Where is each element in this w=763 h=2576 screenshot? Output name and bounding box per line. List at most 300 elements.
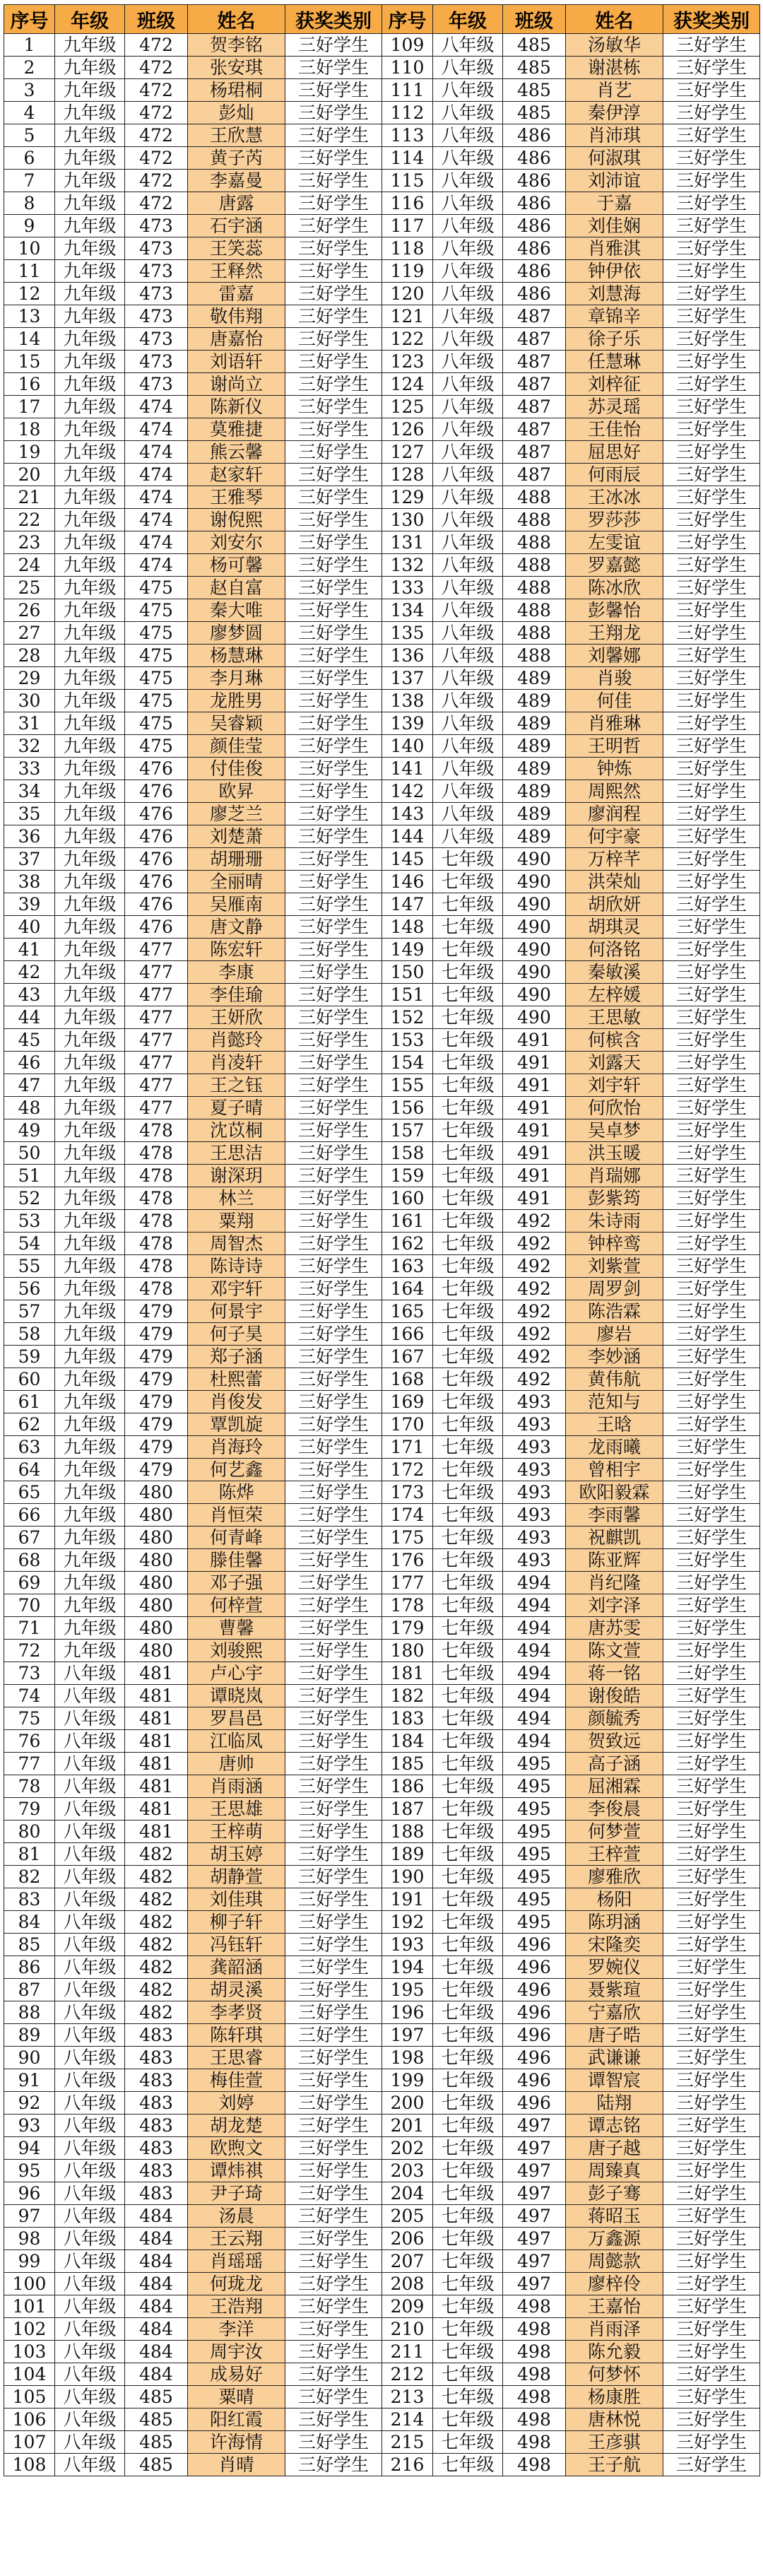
award-type-cell: 三好学生 bbox=[285, 192, 382, 215]
student-name-cell: 李孝贤 bbox=[188, 2001, 285, 2024]
class-cell: 472 bbox=[125, 34, 188, 57]
award-type-cell: 三好学生 bbox=[663, 2160, 760, 2182]
award-type-cell: 三好学生 bbox=[663, 2137, 760, 2160]
table-row bbox=[4, 2341, 760, 2363]
table-row bbox=[4, 1753, 760, 1775]
serial-cell: 205 bbox=[382, 2205, 433, 2228]
class-cell: 484 bbox=[125, 2318, 188, 2341]
serial-cell: 63 bbox=[4, 1436, 55, 1459]
class-cell: 490 bbox=[503, 984, 566, 1006]
award-type-cell: 三好学生 bbox=[285, 939, 382, 961]
student-name-cell: 黄子芮 bbox=[188, 147, 285, 170]
class-cell: 473 bbox=[125, 328, 188, 351]
student-name-cell: 何佳 bbox=[566, 690, 663, 712]
class-cell: 472 bbox=[125, 147, 188, 170]
grade-cell: 九年级 bbox=[55, 1640, 125, 1662]
student-name-cell: 唐子越 bbox=[566, 2137, 663, 2160]
award-type-cell: 三好学生 bbox=[663, 1323, 760, 1346]
award-type-cell: 三好学生 bbox=[663, 1006, 760, 1029]
serial-cell: 207 bbox=[382, 2250, 433, 2273]
student-name-cell: 王思睿 bbox=[188, 2047, 285, 2069]
class-cell: 495 bbox=[503, 1821, 566, 1843]
serial-cell: 91 bbox=[4, 2069, 55, 2092]
serial-cell: 214 bbox=[382, 2409, 433, 2431]
grade-cell: 八年级 bbox=[433, 622, 503, 645]
serial-cell: 36 bbox=[4, 825, 55, 848]
grade-cell: 九年级 bbox=[55, 464, 125, 486]
award-type-cell: 三好学生 bbox=[663, 2454, 760, 2476]
award-type-cell: 三好学生 bbox=[285, 170, 382, 192]
class-cell: 472 bbox=[125, 124, 188, 147]
serial-cell: 87 bbox=[4, 1979, 55, 2001]
student-name-cell: 武谦谦 bbox=[566, 2047, 663, 2069]
table-row bbox=[4, 1707, 760, 1730]
serial-cell: 111 bbox=[382, 79, 433, 102]
student-name-cell: 吴雁南 bbox=[188, 893, 285, 916]
award-type-cell: 三好学生 bbox=[285, 531, 382, 554]
serial-cell: 122 bbox=[382, 328, 433, 351]
serial-cell: 188 bbox=[382, 1821, 433, 1843]
award-type-cell: 三好学生 bbox=[285, 464, 382, 486]
award-type-cell: 三好学生 bbox=[285, 1888, 382, 1911]
class-cell: 476 bbox=[125, 803, 188, 825]
serial-cell: 208 bbox=[382, 2273, 433, 2295]
award-type-cell: 三好学生 bbox=[663, 554, 760, 577]
student-name-cell: 陈冰欣 bbox=[566, 577, 663, 599]
student-name-cell: 宁嘉欣 bbox=[566, 2001, 663, 2024]
student-name-cell: 李妙涵 bbox=[566, 1346, 663, 1368]
student-name-cell: 秦大唯 bbox=[188, 599, 285, 622]
table-row bbox=[4, 57, 760, 79]
student-name-cell: 何珑龙 bbox=[188, 2273, 285, 2295]
class-cell: 484 bbox=[125, 2273, 188, 2295]
student-name-cell: 龙胜男 bbox=[188, 690, 285, 712]
student-name-cell: 邓子强 bbox=[188, 1572, 285, 1594]
award-type-cell: 三好学生 bbox=[285, 351, 382, 373]
class-cell: 497 bbox=[503, 2137, 566, 2160]
class-cell: 483 bbox=[125, 2092, 188, 2115]
serial-cell: 68 bbox=[4, 1549, 55, 1572]
class-cell: 492 bbox=[503, 1323, 566, 1346]
student-name-cell: 何宇豪 bbox=[566, 825, 663, 848]
grade-cell: 八年级 bbox=[433, 554, 503, 577]
award-type-cell: 三好学生 bbox=[663, 1391, 760, 1413]
serial-cell: 40 bbox=[4, 916, 55, 939]
grade-cell: 八年级 bbox=[433, 260, 503, 283]
student-name-cell: 周懿款 bbox=[566, 2250, 663, 2273]
award-type-cell: 三好学生 bbox=[285, 1594, 382, 1617]
student-name-cell: 彭灿 bbox=[188, 102, 285, 124]
table-row bbox=[4, 170, 760, 192]
award-type-cell: 三好学生 bbox=[285, 2092, 382, 2115]
class-cell: 495 bbox=[503, 1753, 566, 1775]
class-cell: 481 bbox=[125, 1730, 188, 1753]
student-name-cell: 柳子轩 bbox=[188, 1911, 285, 1934]
table-row bbox=[4, 102, 760, 124]
student-name-cell: 陈新仪 bbox=[188, 396, 285, 418]
grade-cell: 七年级 bbox=[433, 1436, 503, 1459]
student-name-cell: 胡珊珊 bbox=[188, 848, 285, 871]
student-name-cell: 陈亚辉 bbox=[566, 1549, 663, 1572]
award-list-sheet bbox=[4, 4, 759, 2476]
class-cell: 482 bbox=[125, 1911, 188, 1934]
student-name-cell: 龚韶涵 bbox=[188, 1956, 285, 1979]
grade-cell: 九年级 bbox=[55, 1527, 125, 1549]
grade-cell: 七年级 bbox=[433, 916, 503, 939]
grade-cell: 七年级 bbox=[433, 1572, 503, 1594]
serial-cell: 138 bbox=[382, 690, 433, 712]
student-name-cell: 贺李铭 bbox=[188, 34, 285, 57]
award-type-cell: 三好学生 bbox=[285, 1866, 382, 1888]
serial-cell: 41 bbox=[4, 939, 55, 961]
serial-cell: 103 bbox=[4, 2341, 55, 2363]
student-name-cell: 唐露 bbox=[188, 192, 285, 215]
grade-cell: 七年级 bbox=[433, 1119, 503, 1142]
student-name-cell: 刘慧海 bbox=[566, 283, 663, 305]
serial-cell: 107 bbox=[4, 2431, 55, 2454]
student-name-cell: 陆翔 bbox=[566, 2092, 663, 2115]
award-type-cell: 三好学生 bbox=[663, 147, 760, 170]
grade-cell: 七年级 bbox=[433, 2137, 503, 2160]
serial-cell: 133 bbox=[382, 577, 433, 599]
grade-cell: 八年级 bbox=[55, 1843, 125, 1866]
student-name-cell: 江临凤 bbox=[188, 1730, 285, 1753]
table-row bbox=[4, 34, 760, 57]
table-row bbox=[4, 486, 760, 509]
serial-cell: 181 bbox=[382, 1662, 433, 1685]
serial-cell: 199 bbox=[382, 2069, 433, 2092]
class-cell: 483 bbox=[125, 2160, 188, 2182]
student-name-cell: 杨慧琳 bbox=[188, 645, 285, 667]
award-type-cell: 三好学生 bbox=[285, 1572, 382, 1594]
class-cell: 479 bbox=[125, 1300, 188, 1323]
award-type-cell: 三好学生 bbox=[285, 1775, 382, 1798]
table-row bbox=[4, 871, 760, 893]
award-type-cell: 三好学生 bbox=[663, 531, 760, 554]
serial-cell: 108 bbox=[4, 2454, 55, 2476]
award-type-cell: 三好学生 bbox=[663, 1934, 760, 1956]
award-type-cell: 三好学生 bbox=[663, 984, 760, 1006]
class-cell: 490 bbox=[503, 848, 566, 871]
award-type-cell: 三好学生 bbox=[663, 1052, 760, 1074]
award-type-cell: 三好学生 bbox=[285, 825, 382, 848]
student-name-cell: 王佳怡 bbox=[566, 418, 663, 441]
table-row bbox=[4, 2024, 760, 2047]
class-cell: 497 bbox=[503, 2273, 566, 2295]
award-type-cell: 三好学生 bbox=[663, 2273, 760, 2295]
award-type-cell: 三好学生 bbox=[285, 1798, 382, 1821]
serial-cell: 46 bbox=[4, 1052, 55, 1074]
class-cell: 496 bbox=[503, 2092, 566, 2115]
award-type-cell: 三好学生 bbox=[285, 916, 382, 939]
class-cell: 479 bbox=[125, 1391, 188, 1413]
student-name-cell: 谭志铭 bbox=[566, 2115, 663, 2137]
class-cell: 487 bbox=[503, 418, 566, 441]
award-type-cell: 三好学生 bbox=[285, 441, 382, 464]
grade-cell: 七年级 bbox=[433, 1843, 503, 1866]
grade-cell: 八年级 bbox=[55, 1934, 125, 1956]
award-type-cell: 三好学生 bbox=[285, 1753, 382, 1775]
serial-cell: 3 bbox=[4, 79, 55, 102]
table-row bbox=[4, 79, 760, 102]
table-row bbox=[4, 1300, 760, 1323]
student-name-cell: 吴睿颖 bbox=[188, 712, 285, 735]
student-name-cell: 谭晓岚 bbox=[188, 1685, 285, 1707]
student-name-cell: 王晗 bbox=[566, 1413, 663, 1436]
student-name-cell: 朱诗雨 bbox=[566, 1210, 663, 1233]
grade-cell: 七年级 bbox=[433, 2069, 503, 2092]
award-type-cell: 三好学生 bbox=[663, 2069, 760, 2092]
serial-cell: 89 bbox=[4, 2024, 55, 2047]
student-name-cell: 钟梓鸾 bbox=[566, 1233, 663, 1255]
award-type-cell: 三好学生 bbox=[285, 1617, 382, 1640]
award-type-cell: 三好学生 bbox=[285, 1527, 382, 1549]
award-type-cell: 三好学生 bbox=[285, 260, 382, 283]
student-name-cell: 章锦辛 bbox=[566, 305, 663, 328]
serial-cell: 67 bbox=[4, 1527, 55, 1549]
grade-cell: 八年级 bbox=[433, 147, 503, 170]
award-type-cell: 三好学生 bbox=[285, 2386, 382, 2409]
serial-cell: 173 bbox=[382, 1481, 433, 1504]
table-row bbox=[4, 2205, 760, 2228]
award-type-cell: 三好学生 bbox=[285, 2409, 382, 2431]
award-type-cell: 三好学生 bbox=[285, 79, 382, 102]
serial-cell: 99 bbox=[4, 2250, 55, 2273]
serial-cell: 16 bbox=[4, 373, 55, 396]
class-cell: 496 bbox=[503, 2024, 566, 2047]
award-type-cell: 三好学生 bbox=[663, 57, 760, 79]
header-grade-left: 年级 bbox=[55, 5, 125, 34]
serial-cell: 28 bbox=[4, 645, 55, 667]
serial-cell: 6 bbox=[4, 147, 55, 170]
class-cell: 486 bbox=[503, 260, 566, 283]
class-cell: 473 bbox=[125, 373, 188, 396]
grade-cell: 九年级 bbox=[55, 34, 125, 57]
student-name-cell: 肖俊发 bbox=[188, 1391, 285, 1413]
serial-cell: 50 bbox=[4, 1142, 55, 1165]
grade-cell: 八年级 bbox=[433, 79, 503, 102]
grade-cell: 七年级 bbox=[433, 2454, 503, 2476]
serial-cell: 90 bbox=[4, 2047, 55, 2069]
class-cell: 480 bbox=[125, 1549, 188, 1572]
award-type-cell: 三好学生 bbox=[285, 2115, 382, 2137]
grade-cell: 七年级 bbox=[433, 893, 503, 916]
grade-cell: 八年级 bbox=[433, 735, 503, 758]
table-row bbox=[4, 1866, 760, 1888]
grade-cell: 八年级 bbox=[55, 2024, 125, 2047]
award-type-cell: 三好学生 bbox=[663, 1775, 760, 1798]
serial-cell: 43 bbox=[4, 984, 55, 1006]
student-name-cell: 何梦萱 bbox=[566, 1821, 663, 1843]
student-name-cell: 杨阳 bbox=[566, 1888, 663, 1911]
award-type-cell: 三好学生 bbox=[285, 237, 382, 260]
student-name-cell: 刘安尔 bbox=[188, 531, 285, 554]
grade-cell: 九年级 bbox=[55, 170, 125, 192]
class-cell: 497 bbox=[503, 2182, 566, 2205]
table-row bbox=[4, 848, 760, 871]
student-name-cell: 谢倪熙 bbox=[188, 509, 285, 531]
student-name-cell: 廖雅欣 bbox=[566, 1866, 663, 1888]
serial-cell: 187 bbox=[382, 1798, 433, 1821]
grade-cell: 七年级 bbox=[433, 871, 503, 893]
student-name-cell: 范知与 bbox=[566, 1391, 663, 1413]
grade-cell: 八年级 bbox=[433, 192, 503, 215]
serial-cell: 69 bbox=[4, 1572, 55, 1594]
grade-cell: 七年级 bbox=[433, 1142, 503, 1165]
table-row bbox=[4, 2295, 760, 2318]
class-cell: 475 bbox=[125, 712, 188, 735]
class-cell: 498 bbox=[503, 2409, 566, 2431]
student-name-cell: 邓宇轩 bbox=[188, 1278, 285, 1300]
class-cell: 492 bbox=[503, 1255, 566, 1278]
grade-cell: 八年级 bbox=[55, 1775, 125, 1798]
grade-cell: 八年级 bbox=[55, 2386, 125, 2409]
student-name-cell: 曾相宇 bbox=[566, 1459, 663, 1481]
award-type-cell: 三好学生 bbox=[663, 803, 760, 825]
grade-cell: 八年级 bbox=[55, 2137, 125, 2160]
serial-cell: 98 bbox=[4, 2228, 55, 2250]
table-row bbox=[4, 667, 760, 690]
grade-cell: 九年级 bbox=[55, 984, 125, 1006]
student-name-cell: 谢尚立 bbox=[188, 373, 285, 396]
serial-cell: 186 bbox=[382, 1775, 433, 1798]
class-cell: 498 bbox=[503, 2386, 566, 2409]
student-name-cell: 李康 bbox=[188, 961, 285, 984]
student-name-cell: 彭紫筠 bbox=[566, 1187, 663, 1210]
grade-cell: 八年级 bbox=[433, 486, 503, 509]
student-name-cell: 欧昇 bbox=[188, 780, 285, 803]
table-row bbox=[4, 2047, 760, 2069]
table-row bbox=[4, 1979, 760, 2001]
grade-cell: 九年级 bbox=[55, 803, 125, 825]
student-name-cell: 杨康胜 bbox=[566, 2386, 663, 2409]
student-name-cell: 于嘉 bbox=[566, 192, 663, 215]
table-row bbox=[4, 2431, 760, 2454]
award-type-cell: 三好学生 bbox=[663, 916, 760, 939]
class-cell: 482 bbox=[125, 1888, 188, 1911]
student-name-cell: 胡琪灵 bbox=[566, 916, 663, 939]
serial-cell: 60 bbox=[4, 1368, 55, 1391]
class-cell: 475 bbox=[125, 599, 188, 622]
class-cell: 478 bbox=[125, 1210, 188, 1233]
student-name-cell: 唐文静 bbox=[188, 916, 285, 939]
table-row bbox=[4, 2318, 760, 2341]
class-cell: 486 bbox=[503, 170, 566, 192]
grade-cell: 九年级 bbox=[55, 1459, 125, 1481]
serial-cell: 115 bbox=[382, 170, 433, 192]
serial-cell: 71 bbox=[4, 1617, 55, 1640]
table-row bbox=[4, 1527, 760, 1549]
student-name-cell: 粟翔 bbox=[188, 1210, 285, 1233]
grade-cell: 八年级 bbox=[55, 2454, 125, 2476]
table-row bbox=[4, 1617, 760, 1640]
class-cell: 487 bbox=[503, 373, 566, 396]
class-cell: 489 bbox=[503, 803, 566, 825]
serial-cell: 124 bbox=[382, 373, 433, 396]
class-cell: 486 bbox=[503, 147, 566, 170]
student-name-cell: 刘骏熙 bbox=[188, 1640, 285, 1662]
grade-cell: 九年级 bbox=[55, 599, 125, 622]
award-type-cell: 三好学生 bbox=[663, 2295, 760, 2318]
student-name-cell: 杨珺桐 bbox=[188, 79, 285, 102]
grade-cell: 八年级 bbox=[55, 2431, 125, 2454]
grade-cell: 七年级 bbox=[433, 1821, 503, 1843]
class-cell: 475 bbox=[125, 645, 188, 667]
grade-cell: 七年级 bbox=[433, 1549, 503, 1572]
award-type-cell: 三好学生 bbox=[285, 328, 382, 351]
award-type-cell: 三好学生 bbox=[285, 1187, 382, 1210]
serial-cell: 12 bbox=[4, 283, 55, 305]
award-type-cell: 三好学生 bbox=[663, 1572, 760, 1594]
grade-cell: 七年级 bbox=[433, 1956, 503, 1979]
student-name-cell: 肖雨泽 bbox=[566, 2318, 663, 2341]
table-row bbox=[4, 2386, 760, 2409]
award-type-cell: 三好学生 bbox=[663, 1594, 760, 1617]
student-name-cell: 莫雅捷 bbox=[188, 418, 285, 441]
class-cell: 481 bbox=[125, 1753, 188, 1775]
award-type-cell: 三好学生 bbox=[285, 984, 382, 1006]
student-name-cell: 粟晴 bbox=[188, 2386, 285, 2409]
serial-cell: 42 bbox=[4, 961, 55, 984]
class-cell: 474 bbox=[125, 509, 188, 531]
award-type-cell: 三好学生 bbox=[285, 2273, 382, 2295]
student-name-cell: 李嘉曼 bbox=[188, 170, 285, 192]
award-type-cell: 三好学生 bbox=[285, 1233, 382, 1255]
grade-cell: 八年级 bbox=[433, 102, 503, 124]
student-name-cell: 全丽晴 bbox=[188, 871, 285, 893]
award-type-cell: 三好学生 bbox=[663, 1821, 760, 1843]
class-cell: 498 bbox=[503, 2341, 566, 2363]
award-type-cell: 三好学生 bbox=[285, 2341, 382, 2363]
class-cell: 478 bbox=[125, 1255, 188, 1278]
class-cell: 472 bbox=[125, 102, 188, 124]
award-type-cell: 三好学生 bbox=[663, 2318, 760, 2341]
serial-cell: 19 bbox=[4, 441, 55, 464]
award-type-cell: 三好学生 bbox=[663, 79, 760, 102]
grade-cell: 七年级 bbox=[433, 1459, 503, 1481]
student-name-cell: 刘婷 bbox=[188, 2092, 285, 2115]
award-type-cell: 三好学生 bbox=[663, 124, 760, 147]
grade-cell: 八年级 bbox=[55, 1888, 125, 1911]
award-type-cell: 三好学生 bbox=[285, 622, 382, 645]
table-row bbox=[4, 396, 760, 418]
grade-cell: 七年级 bbox=[433, 1233, 503, 1255]
table-row bbox=[4, 758, 760, 780]
class-cell: 486 bbox=[503, 124, 566, 147]
award-type-cell: 三好学生 bbox=[663, 441, 760, 464]
grade-cell: 七年级 bbox=[433, 848, 503, 871]
serial-cell: 112 bbox=[382, 102, 433, 124]
class-cell: 494 bbox=[503, 1617, 566, 1640]
grade-cell: 七年级 bbox=[433, 2024, 503, 2047]
award-type-cell: 三好学生 bbox=[663, 305, 760, 328]
serial-cell: 113 bbox=[382, 124, 433, 147]
award-type-cell: 三好学生 bbox=[285, 373, 382, 396]
student-name-cell: 唐嘉怡 bbox=[188, 328, 285, 351]
student-name-cell: 王之钰 bbox=[188, 1074, 285, 1097]
serial-cell: 212 bbox=[382, 2363, 433, 2386]
grade-cell: 九年级 bbox=[55, 1436, 125, 1459]
grade-cell: 九年级 bbox=[55, 1572, 125, 1594]
table-row bbox=[4, 1368, 760, 1391]
serial-cell: 162 bbox=[382, 1233, 433, 1255]
grade-cell: 九年级 bbox=[55, 124, 125, 147]
class-cell: 483 bbox=[125, 2137, 188, 2160]
award-type-cell: 三好学生 bbox=[285, 1685, 382, 1707]
serial-cell: 142 bbox=[382, 780, 433, 803]
serial-cell: 152 bbox=[382, 1006, 433, 1029]
award-type-cell: 三好学生 bbox=[663, 667, 760, 690]
